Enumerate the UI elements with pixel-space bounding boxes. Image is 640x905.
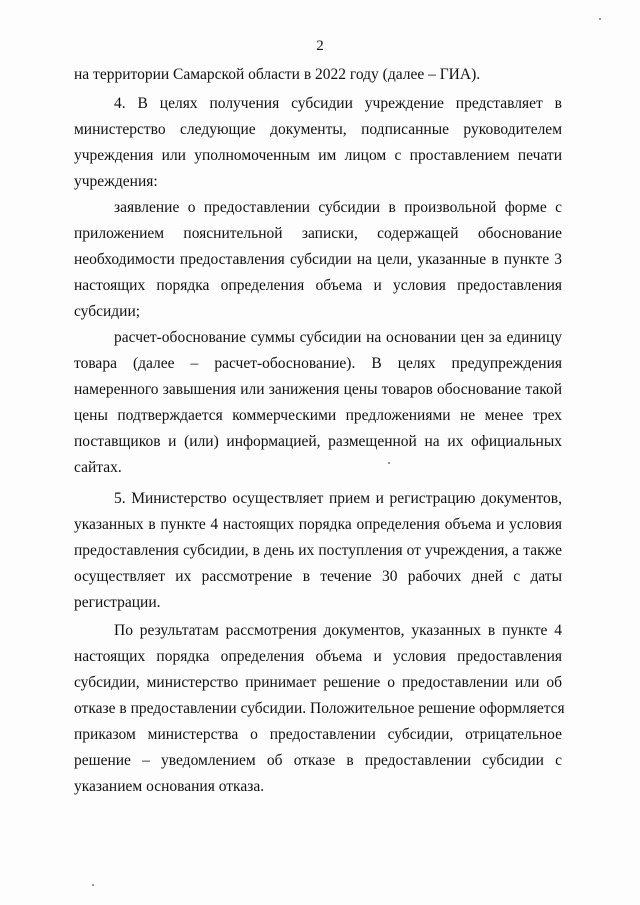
text-line: регистрации. <box>74 594 161 611</box>
text-line: решение – уведомлением об отказе в предоставлении субсидии с <box>74 752 562 769</box>
text-line: расчет-обоснование суммы субсидии на основании цен за единицу <box>114 329 562 346</box>
text-line: осуществляет их рассмотрение в течение 30 рабочих дней с даты <box>74 568 562 585</box>
text-line: 4. В целях получения субсидии учреждение представляет в <box>114 95 562 112</box>
text-line: сайтах. <box>74 459 122 476</box>
page-number: 2 <box>316 38 324 54</box>
text-line: предоставления субсидии, в день их поступления от учреждения, а также <box>74 542 562 559</box>
text-line: субсидии; <box>74 303 141 320</box>
text-line: товара (далее – расчет-обоснование). В целях предупреждения <box>74 355 562 372</box>
text-line: По результатам рассмотрения документов, указанных в пункте 4 <box>114 622 562 639</box>
text-line: необходимости предоставления субсидии на цели, указанные в пункте 3 <box>74 251 562 268</box>
text-line: приказом министерства о предоставлении субсидии, отрицательное <box>74 726 562 743</box>
text-line: настоящих порядка определения объема и условия предоставления <box>74 277 562 294</box>
scan-speck <box>92 884 94 886</box>
text-line: учреждения: <box>74 173 158 190</box>
text-line: субсидии, министерство принимает решение о предоставлении или об <box>74 674 562 691</box>
text-line: указанием основания отказа. <box>74 778 265 795</box>
text-line: цены подтверждается коммерческими предложениями не менее трех <box>74 407 562 424</box>
text-line: приложением пояснительной записки, содержащей обоснование <box>74 225 562 242</box>
scan-speck <box>599 18 601 20</box>
text-line: отказе в предоставлении субсидии. Положительное решение оформляется <box>74 700 565 717</box>
text-line: учреждения или уполномоченным им лицом с проставлением печати <box>74 147 562 164</box>
text-line: на территории Самарской области в 2022 году (далее – ГИА). <box>74 66 481 83</box>
text-line: настоящих порядка определения объема и условия предоставления <box>74 648 562 665</box>
scan-speck <box>388 462 390 464</box>
text-line: 5. Министерство осуществляет прием и регистрацию документов, <box>114 490 562 507</box>
text-line: поставщиков и (или) информацией, размещенной на их официальных <box>74 433 562 450</box>
text-line: указанных в пункте 4 настоящих порядка определения объема и условия <box>74 516 562 533</box>
text-line: министерство следующие документы, подписанные руководителем <box>74 121 562 138</box>
text-line: намеренного завышения или занижения цены товаров обоснование такой <box>74 381 562 398</box>
text-line: заявление о предоставлении субсидии в произвольной форме с <box>114 199 562 216</box>
